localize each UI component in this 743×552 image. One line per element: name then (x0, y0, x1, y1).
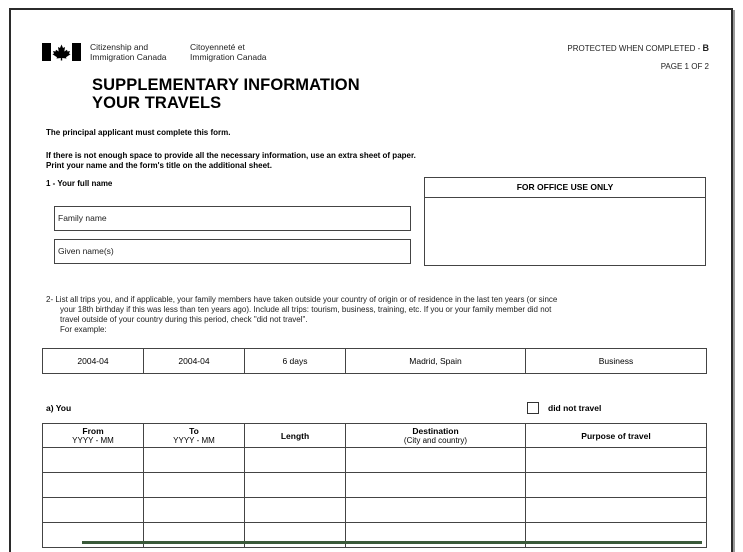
example-row (43, 349, 707, 374)
col-from-title: From (82, 425, 104, 436)
office-use-box (424, 177, 706, 266)
col-to-header (144, 424, 245, 448)
dept-en-line2: Immigration Canada (90, 52, 167, 62)
example-to: 2004-04 (144, 349, 245, 374)
example-destination: Madrid, Spain (346, 349, 526, 374)
given-names-field[interactable] (54, 239, 411, 264)
cell-length[interactable] (245, 473, 346, 498)
dept-fr-line2: Immigration Canada (190, 52, 267, 62)
page-number: PAGE 1 OF 2 (660, 62, 709, 71)
travel-row (43, 498, 707, 523)
office-use-title: FOR OFFICE USE ONLY (425, 178, 705, 198)
cell-from[interactable] (43, 448, 144, 473)
instruction-line2b: Print your name and the form's title on the additional sheet. (46, 161, 272, 170)
given-names-label: Given name(s) (58, 246, 114, 256)
section2-line4: For example: (60, 325, 107, 334)
section-you-label: a) You (46, 403, 72, 413)
cell-destination[interactable] (346, 448, 526, 473)
col-length-header (245, 424, 346, 448)
cell-purpose[interactable] (526, 473, 707, 498)
cell-length[interactable] (245, 448, 346, 473)
col-purpose-header (526, 424, 707, 448)
col-destination-title: Destination (412, 425, 459, 436)
cell-length[interactable] (245, 498, 346, 523)
col-to-title: To (189, 425, 199, 436)
department-name-en (90, 42, 167, 62)
section1-label: 1 - Your full name (46, 179, 113, 188)
protected-notice (567, 43, 709, 53)
form-title (92, 76, 360, 112)
family-name-field[interactable] (54, 206, 411, 231)
cell-from[interactable] (43, 498, 144, 523)
col-length-title: Length (280, 430, 310, 441)
family-name-label: Family name (58, 213, 107, 223)
protected-text: PROTECTED WHEN COMPLETED - (567, 44, 703, 53)
section2-line2: your 18th birthday if this was less than ten years ago). Include all trips: tourism, business, training, etc. If you or your family member did not (60, 305, 552, 314)
instruction-principal (46, 128, 230, 138)
cell-to[interactable] (144, 473, 245, 498)
instruction-line2a: If there is not enough space to provide all the necessary information, use an extra sheet of paper. (46, 151, 416, 160)
col-destination-sub: (City and country) (403, 435, 468, 445)
instruction-extra-sheet (46, 151, 416, 171)
example-from: 2004-04 (43, 349, 144, 374)
cell-to[interactable] (144, 448, 245, 473)
section2-line1: 2- List all trips you, and if applicable, your family members have taken outside your country of origin or of residence in the last ten years (or since (46, 295, 558, 304)
did-not-travel-checkbox[interactable] (527, 402, 539, 414)
col-to-sub: YYYY - MM (173, 435, 215, 445)
travel-table (42, 423, 707, 548)
travel-row (43, 448, 707, 473)
window-bottom-edge (82, 541, 702, 544)
protected-level: B (702, 43, 709, 53)
cell-purpose[interactable] (526, 498, 707, 523)
col-purpose-title: Purpose of travel (581, 430, 651, 441)
travel-row (43, 473, 707, 498)
cell-to[interactable] (144, 498, 245, 523)
title-line1: SUPPLEMENTARY INFORMATION (92, 76, 360, 94)
col-from-header (43, 424, 144, 448)
dept-en-line1: Citizenship and (90, 42, 149, 52)
travel-header-row (43, 424, 707, 448)
section2-line3: travel outside of your country during this period, check "did not travel". (60, 315, 308, 324)
example-length: 6 days (245, 349, 346, 374)
title-line2: YOUR TRAVELS (92, 94, 222, 112)
department-name-fr (190, 42, 267, 62)
cell-destination[interactable] (346, 498, 526, 523)
did-not-travel-label: did not travel (548, 403, 602, 413)
cell-purpose[interactable] (526, 448, 707, 473)
instruction-line1: The principal applicant must complete this form. (46, 128, 231, 137)
cell-destination[interactable] (346, 473, 526, 498)
dept-fr-line1: Citoyenneté et (190, 42, 245, 52)
form-page (9, 8, 733, 552)
example-table (42, 348, 707, 374)
col-from-sub: YYYY - MM (72, 435, 114, 445)
col-destination-header (346, 424, 526, 448)
section2-instructions (46, 295, 557, 335)
example-purpose: Business (526, 349, 707, 374)
cell-from[interactable] (43, 473, 144, 498)
canada-flag-icon (42, 43, 81, 61)
